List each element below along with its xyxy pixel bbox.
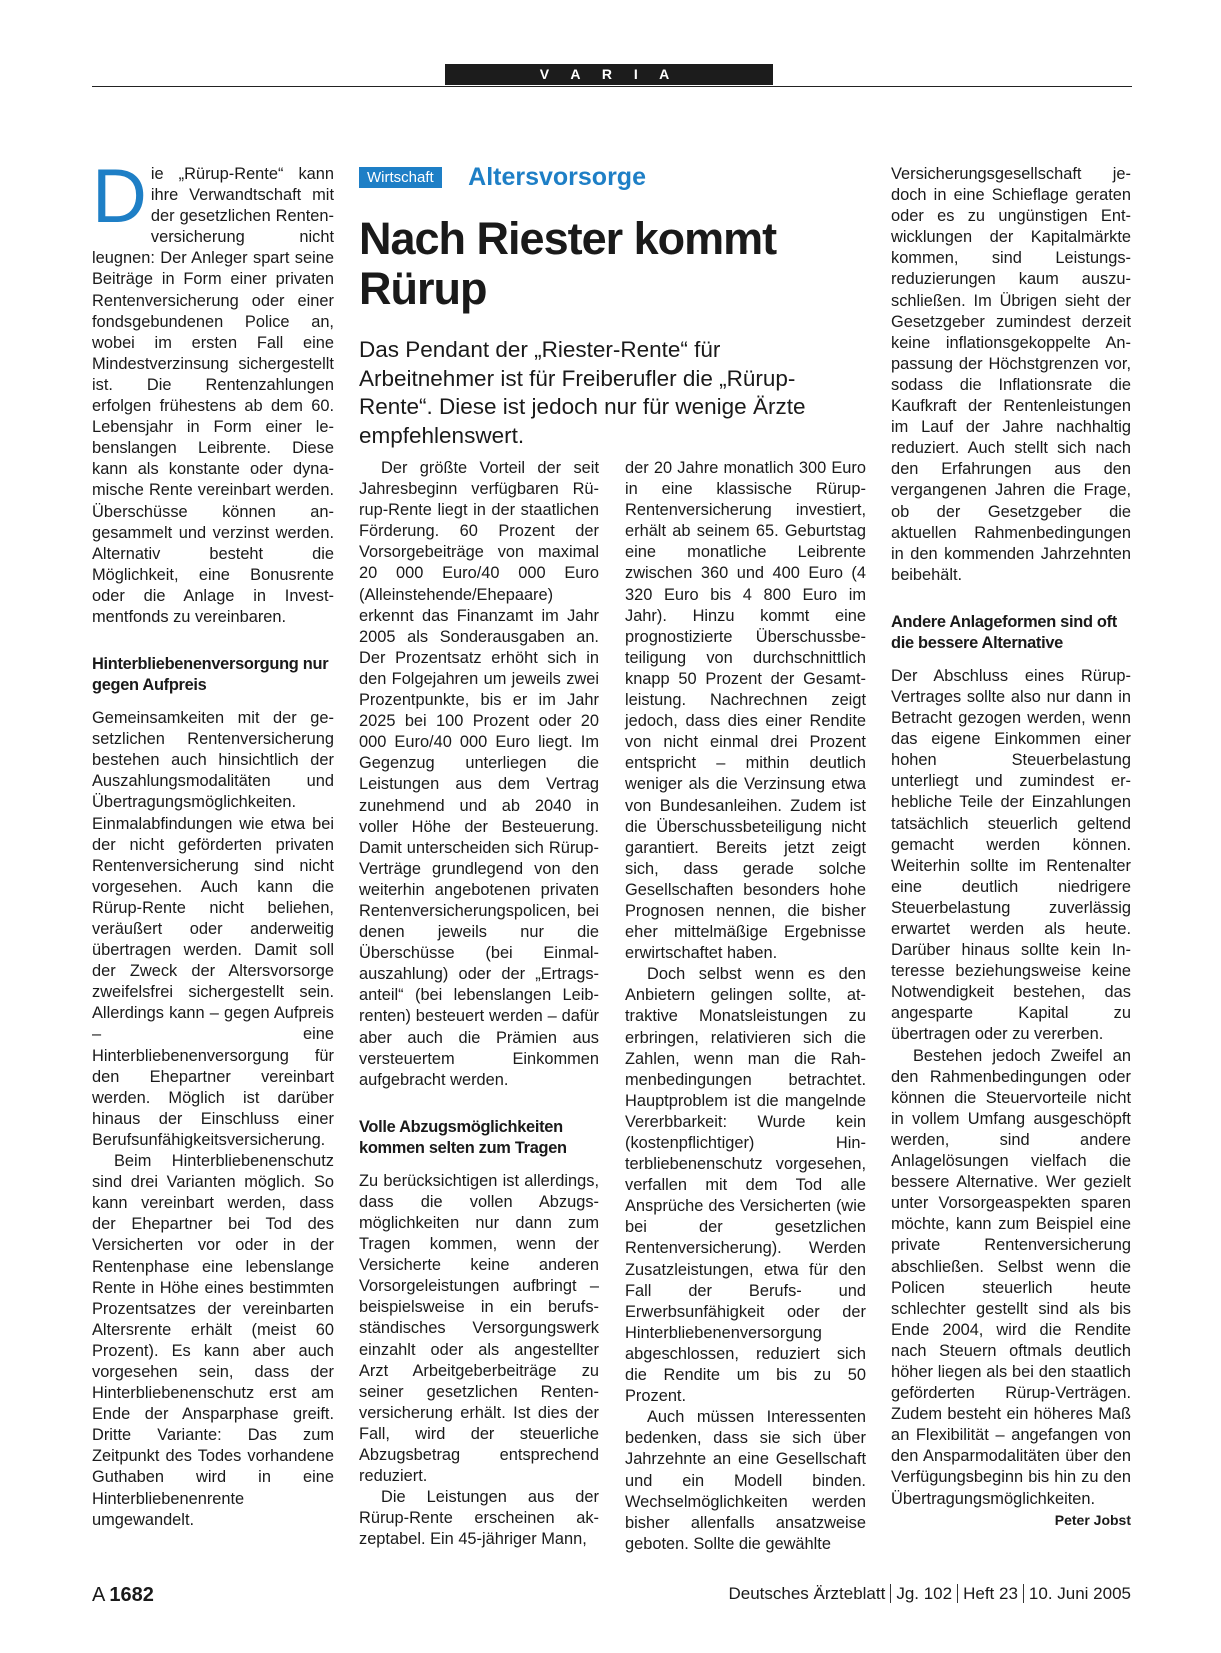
deck: Das Pendant der „Riester-Rente“ für Arbeitnehmer ist für Freiberufler die „Rürup-Rente“. Diese ist jedoch nur für wenige Ärzte empfehlenswert. xyxy=(359,337,806,448)
paragraph: Beim Hinterbliebenenschutz sind drei Varianten möglich. So kann vereinbart werden, dass der Ehepartner bei Tod des Versicherten vor oder in der Rentenphase eine lebenslange Rente in Höhe eines bestimmten Prozentsatzes der vereinbarten Altersrente erhält (meist 60 Prozent). Es kann aber auch vorgesehen sein, dass der Hinterbliebenenschutz erst am Ende der Ansparphase greift. Dritte Variante: Das zum Zeitpunkt des Todes vorhandene Guthaben wird in eine Hinterbliebenenrente umgewandelt. xyxy=(92,1152,334,1529)
section-header xyxy=(92,64,1132,88)
journal-citation xyxy=(728,1584,1131,1608)
paragraph-text: Bestehen jedoch Zweifel an den Rahmenbedingungen oder können die Steuervorteile nicht in vollem Umfang ausgeschöpft werden, sind andere Anlagelösungen vielfach die bessere Alternative. Wer gezielt unter Vorsorgeaspekten sparen möchte, kann zum Beispiel eine private Rentenversicherung abschließen. Selbst wenn die Policen steuerlich heute schlechter gestellt sind als bis Ende 2004, wird die Rendite nach Steuern oftmals deutlich höher liegen als bei den staatlich geförderten Rürup-Verträgen. Zudem besteht ein höheres Maß an Flexibilität – angefangen von den Ansparmodalitäten über den Verfügungsbeginn bis hin zu den Übertragungsmöglichkeiten. xyxy=(891,1046,1131,1508)
paragraph xyxy=(891,1046,1131,1528)
page-number-value: 1682 xyxy=(109,1584,154,1606)
paragraph: Der Abschluss eines Rürup-Vertrages sollte also nur dann in Betracht gezogen werden, wenn das eigene Einkommen einer hohen Steuerbelastung unterliegt und zumindest erhebliche Teile der Einzahlungen tatsächlich steuerlich geltend gemacht werden können. Weiterhin sollte im Rentenalter eine deutlich niedrigere Steuerbelastung zuverlässig erwartet werden als heute. Darüber hinaus sollte kein Interesse beziehungsweise keine Notwendigkeit bestehen, das angesparte Kapital zu übertragen oder zu vererben. xyxy=(891,666,1131,1044)
paragraph: Doch selbst wenn es den Anbietern gelingen sollte, attraktive Monatsleistungen zu erbringen, relativieren sich die Zahlen, wenn man die Rahmenbedingungen betrachtet. Hauptproblem ist die mangelnde Vererbbarkeit: Wurde kein (kostenpflichtiger) Hinterbliebenenschutz vorgesehen, verfallen mit dem Tod alle Ansprüche des Versicherten (wie bei der gesetzlichen Rentenversicherung). Werden Zusatzleistungen, etwa für den Fall der Berufs- und Erwerbsunfähigkeit oder der Hinterbliebenenversorgung abgeschlossen, reduziert sich die Rendite um bis zu 50 Prozent. xyxy=(625,965,866,1406)
column-1 xyxy=(92,154,334,1531)
header-rule xyxy=(92,86,1132,87)
column-2 xyxy=(359,458,599,1551)
subheading: Andere Anlageformen sind oft die bessere Alternative xyxy=(891,612,1117,652)
paragraph: Die Leistungen aus der Rürup-Rente erscheinen akzeptabel. Ein 45-jähriger Mann, xyxy=(359,1488,599,1549)
author-byline: Peter Jobst xyxy=(1054,1511,1131,1528)
paragraph-text: ie „Rürup-Rente“ kann ihre Verwandtschaft mit der gesetzlichen Rentenversicherung nicht leugnen: Der Anleger spart seine Beiträge in Form einer privaten Rentenversicherung oder einer fondsgebundenen Police an, wobei im ersten Fall eine Mindestverzinsung sichergestellt ist. Die Rentenzahlungen erfolgen frühestens ab dem 60. Lebensjahr in Form einer lebenslangen Leibrente. Diese kann als konstante oder dynamische Rente vereinbart werden. Überschüsse können angesammelt und verzinst werden. Alternativ besteht die Möglichkeit, eine Bonusrente oder die Anlage in Investmentfonds zu vereinbaren. xyxy=(92,165,334,626)
column-3 xyxy=(625,458,866,1555)
category-tag: Wirtschaft xyxy=(359,167,442,188)
rubric-title: Altersvorsorge xyxy=(468,163,646,191)
journal-volume: Jg. 102 xyxy=(896,1584,953,1603)
paragraph: Versicherungsgesellschaft jedoch in eine Schieflage geraten oder es zu ungünstigen Entwicklungen der Kapitalmärkte kommen, sind Leistungsreduzierungen kaum auszuschließen. Im Übrigen sieht der Gesetzgeber zumindest derzeit keine inflationsgekoppelte Anpassung der Höchstgrenzen vor, sodass die Inflationsrate die Kaufkraft der Rentenleistungen im Lauf der Jahre nachhaltig reduziert. Auch stellt sich nach den Erfahrungen aus den vergangenen Jahren die Frage, ob der Gesetzgeber die aktuellen Rahmenbedingungen in den kommenden Jahrzehnten beibehält. xyxy=(891,165,1131,584)
journal-name: Deutsches Ärzteblatt xyxy=(728,1584,886,1603)
paragraph: Gemeinsamkeiten mit der gesetzlichen Rentenversicherung bestehen auch hinsichtlich der Auszahlungsmodalitäten und Übertragungsmöglichkeiten. Einmalabfindungen wie etwa bei der nicht geförderten privaten Rentenversicherung sind nicht vorgesehen. Auch kann die Rürup-Rente nicht beliehen, veräußert oder anderweitig übertragen werden. Damit soll der Zweck der Altersvorsorge zweifelsfrei sichergestellt sein. Allerdings kann – gegen Aufpreis – eine Hinterbliebenenversorgung für den Ehepartner vereinbart werden. Möglich ist darüber hinaus der Einschluss einer Berufsunfähigkeitsversicherung. xyxy=(92,709,334,1149)
paragraph: Der größte Vorteil der seit Jahresbeginn verfügbaren Rürup-Rente liegt in der staatlichen Förderung. 60 Prozent der Vorsorgebeiträge von maximal 20 000 Euro/40 000 Euro (Alleinstehende/Ehepaare) erkennt das Finanzamt im Jahr 2005 als Sonderausgaben an. Der Prozentsatz erhöht sich in den Folgejahren um jeweils zwei Prozentpunkte, bis er im Jahr 2025 bei 100 Prozent oder 20 000 Euro/40 000 Euro liegt. Im Gegenzug unterliegen die Leistungen aus dem Vertrag zunehmend und ab 2040 in voller Höhe der Besteuerung. Damit unterscheiden sich Rürup-Verträge grundlegend von den weiterhin angebotenen privaten Rentenversicherungspolicen, bei denen jeweils nur die Überschüsse (bei Einmalauszahlung) oder der „Ertragsanteil“ (bei lebenslangen Leibrenten) besteuert werden – dafür aber auch die Prämien aus versteuertem Einkommen aufgebracht werden. xyxy=(359,459,599,1089)
paragraph: Zu berücksichtigen ist allerdings, dass die vollen Abzugsmöglichkeiten nur dann zum Tragen kommen, wenn der Versicherte keine anderen Vorsorgeleistungen aufbringt – beispielsweise in ein berufsständisches Versorgungswerk einzahlt oder als angestellter Arzt Arbeitgeberbeiträge zu seiner gesetzlichen Rentenversicherung erhält. Ist dies der Fall, wird der steuerliche Abzugsbetrag entsprechend reduziert. xyxy=(359,1171,599,1486)
column-4 xyxy=(891,164,1131,1531)
section-label: V A R I A xyxy=(445,64,773,85)
paragraph: der 20 Jahre monatlich 300 Euro in eine klassische Rürup-Rentenversicherung investiert, erhält ab seinem 65. Geburtstag eine monatliche Leibrente zwischen 360 und 400 Euro (4 320 Euro bis 4 800 Euro im Jahr). Hinzu kommt eine prognostizierte Überschussbeteiligung von durchschnittlich knapp 50 Prozent der Gesamtleistung. Nachrechnen zeigt jedoch, dass dies einer Rendite von nicht einmal drei Prozent entspricht – mithin deutlich weniger als die Verzinsung etwa von Bundesanleihen. Zudem ist die Überschussbeteiligung nicht garantiert. Bereits jetzt zeigt sich, dass gerade solche Gesellschaften besonders hohe Prognosen nennen, die bisher eher mittelmäßige Ergebnisse erwirtschaftet haben. xyxy=(625,459,866,963)
journal-date: 10. Juni 2005 xyxy=(1028,1584,1131,1603)
subheading: Hinterbliebenenversorgung nur gegen Aufpreis xyxy=(92,655,329,695)
journal-issue: Heft 23 xyxy=(963,1584,1018,1603)
kicker xyxy=(359,163,646,193)
subheading: Volle Abzugsmöglichkeiten kommen selten zum Tragen xyxy=(359,1117,567,1157)
drop-cap: D xyxy=(92,154,147,239)
headline: Nach Riester kommt Rürup xyxy=(359,213,777,314)
paragraph xyxy=(92,154,334,628)
page-number xyxy=(92,1584,154,1608)
paragraph: Auch müssen Interessenten bedenken, dass sie sich über Jahrzehnte an eine Gesellschaft und ein Modell binden. Wechselmöglichkeiten werden bisher allenfalls ansatzweise geboten. Sollte die gewählte xyxy=(625,1408,866,1553)
page-prefix: A xyxy=(92,1584,106,1606)
